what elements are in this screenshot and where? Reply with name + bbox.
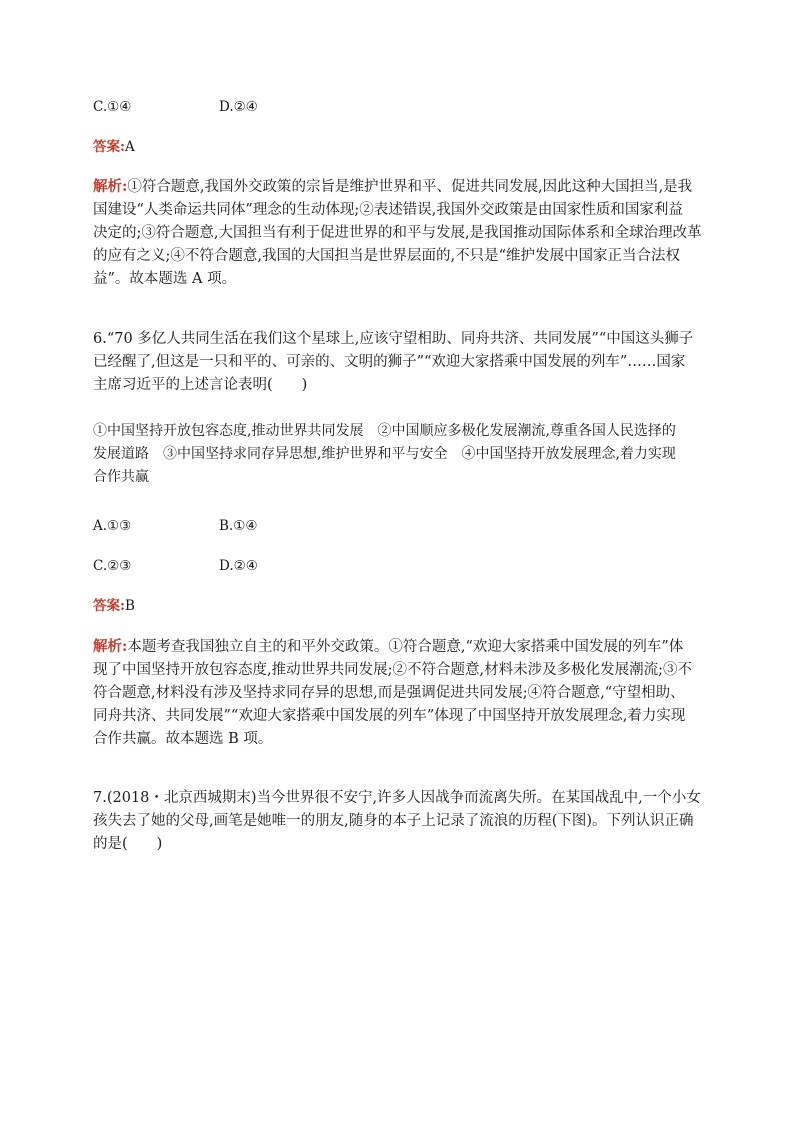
statement-line: ①中国坚持开放包容态度,推动世界共同发展 ②中国顺应多极化发展潮流,尊重各国人民选择的 — [93, 423, 676, 439]
analysis-line: 的应有之义;④不符合题意,我国的大国担当是世界层面的,不只是“维护发展中国家正当合法权 — [93, 248, 681, 264]
analysis-line: ①符合题意,我国外交政策的宗旨是维护世界和平、促进共同发展,因此这种大国担当,是我 — [127, 179, 693, 195]
q7-stem — [93, 787, 703, 856]
analysis-line: 益”。故本题选 A 项。 — [93, 271, 237, 287]
analysis-line: 决定的;③符合题意,大国担当有利于促进世界的和平与发展,是我国推动国际体系和全球治理改革 — [93, 225, 702, 241]
q5-analysis — [93, 175, 703, 291]
analysis-line: 同舟共济、共同发展”“欢迎大家搭乘中国发展的列车”体现了中国坚持开放发展理念,着力实现 — [93, 708, 686, 724]
stem-line: 孩失去了她的父母,画笔是她唯一的朋友,随身的本子上记录了流浪的历程(下图)。下列认识正确 — [93, 813, 694, 829]
stem-line: 已经醒了,但这是一只和平的、可亲的、文明的狮子”“欢迎大家搭乘中国发展的列车”……国家 — [93, 354, 686, 370]
q5-option-d: D.②④ — [219, 99, 258, 115]
q6-option-a: A.①③ — [93, 518, 132, 534]
q6-option-b: B.①④ — [219, 518, 258, 534]
q6-option-c: C.②③ — [93, 558, 132, 574]
q5-option-c: C.①④ — [93, 99, 132, 115]
analysis-label: 解析: — [93, 638, 128, 655]
analysis-line: 符合题意,材料没有涉及坚持求同存异的思想,而是强调促进共同发展;④符合题意,“守望相助、 — [93, 685, 685, 701]
analysis-line: 合作共赢。故本题选 B 项。 — [93, 731, 273, 747]
stem-line: 7.(2018・北京西城期末)当今世界很不安宁,许多人因战争而流离失所。在某国战乱中,一个小女 — [93, 790, 701, 806]
q6-option-d: D.②④ — [219, 558, 258, 574]
stem-line: 主席习近平的上述言论表明( ) — [93, 377, 308, 393]
answer-label: 答案: — [93, 598, 125, 614]
stem-line: 6.“70 多亿人共同生活在我们这个星球上,应该守望相助、同舟共济、共同发展”“中国这头狮子 — [93, 331, 694, 347]
q5-answer — [93, 137, 135, 157]
answer-value: A — [124, 139, 135, 155]
analysis-line: 现了中国坚持开放包容态度,推动世界共同发展;②不符合题意,材料未涉及多极化发展潮流;③不 — [93, 662, 692, 678]
answer-label: 答案: — [93, 139, 125, 155]
stem-line: 的是( ) — [93, 836, 163, 852]
statement-line: 合作共赢 — [93, 469, 149, 485]
analysis-label: 解析: — [93, 178, 128, 195]
statement-line: 发展道路 ③中国坚持求同存异思想,维护世界和平与安全 ④中国坚持开放发展理念,着力实现 — [93, 446, 676, 462]
analysis-line: 国建设“人类命运共同体”理念的生动体现;②表述错误,我国外交政策是由国家性质和国家利益 — [93, 202, 683, 218]
q6-analysis — [93, 635, 703, 751]
analysis-line: 本题考查我国独立自主的和平外交政策。①符合题意,“欢迎大家搭乘中国发展的列车”体 — [127, 639, 684, 655]
q6-statements — [93, 420, 703, 489]
answer-value: B — [124, 598, 135, 614]
q6-answer — [93, 596, 135, 616]
q6-stem — [93, 328, 703, 397]
